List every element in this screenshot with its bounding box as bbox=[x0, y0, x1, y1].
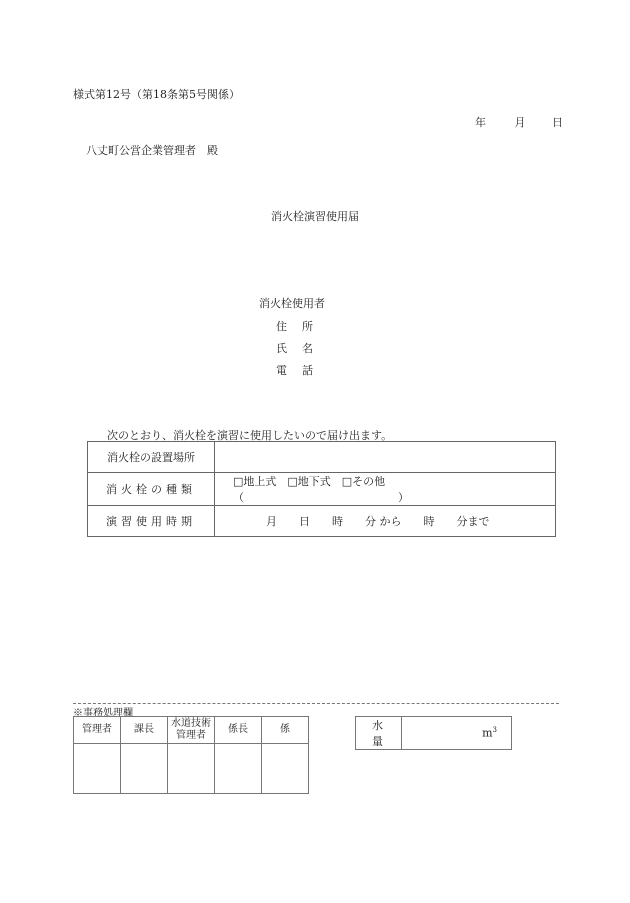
approval-stamp-subsection-chief[interactable] bbox=[215, 744, 262, 794]
office-use-label: ※事務処理欄 bbox=[73, 708, 133, 719]
date-year: 年 bbox=[475, 116, 486, 129]
addressee: 八丈町公営企業管理者 殿 bbox=[86, 144, 218, 157]
hydrant-location-field[interactable] bbox=[215, 442, 556, 473]
approval-header-staff: 係 bbox=[262, 717, 309, 744]
hydrant-type-field[interactable]: □地上式 □地下式 □その他（ ） bbox=[215, 473, 556, 506]
applicant-heading: 消火栓使用者 bbox=[259, 297, 325, 310]
hydrant-type-label: 消火栓の種類 bbox=[88, 473, 215, 506]
date-day: 日 bbox=[552, 116, 563, 129]
approval-header-section-chief: 課長 bbox=[121, 717, 168, 744]
approval-header-water-tech-manager: 水道技術 管理者 bbox=[168, 717, 215, 744]
hydrant-location-label: 消火栓の設置場所 bbox=[88, 442, 215, 473]
approval-header-subsection-chief: 係長 bbox=[215, 717, 262, 744]
approval-stamp-staff[interactable] bbox=[262, 744, 309, 794]
hydrant-usage-table bbox=[87, 441, 556, 537]
water-volume-label: 水量 bbox=[356, 717, 402, 750]
usage-period-label: 演習使用時期 bbox=[88, 506, 215, 537]
usage-period-field[interactable]: 月 日 時 分 から 時 分まで bbox=[215, 506, 556, 537]
water-volume-field[interactable]: $m^3$ bbox=[402, 717, 512, 750]
intro-text: 次のとおり、消火栓を演習に使用したいので届け出ます。 bbox=[107, 429, 393, 442]
document-title: 消火栓演習使用届 bbox=[271, 210, 359, 223]
applicant-phone-label: 電 話 bbox=[276, 364, 313, 377]
approval-stamp-manager[interactable] bbox=[74, 744, 121, 794]
form-number: 様式第12号（第18条第5号関係） bbox=[73, 88, 240, 101]
applicant-name-label: 氏 名 bbox=[276, 342, 313, 355]
cut-line-divider bbox=[73, 703, 559, 704]
table-row bbox=[88, 473, 556, 506]
table-row bbox=[88, 506, 556, 537]
water-volume-table bbox=[355, 716, 512, 750]
applicant-address-label: 住 所 bbox=[276, 320, 313, 333]
date-month: 月 bbox=[514, 116, 526, 129]
approval-stamp-section-chief[interactable] bbox=[121, 744, 168, 794]
approval-header-manager: 管理者 bbox=[74, 717, 121, 744]
table-row bbox=[88, 442, 556, 473]
office-approval-table bbox=[73, 716, 309, 794]
date-line bbox=[475, 114, 563, 130]
approval-stamp-water-tech-manager[interactable] bbox=[168, 744, 215, 794]
